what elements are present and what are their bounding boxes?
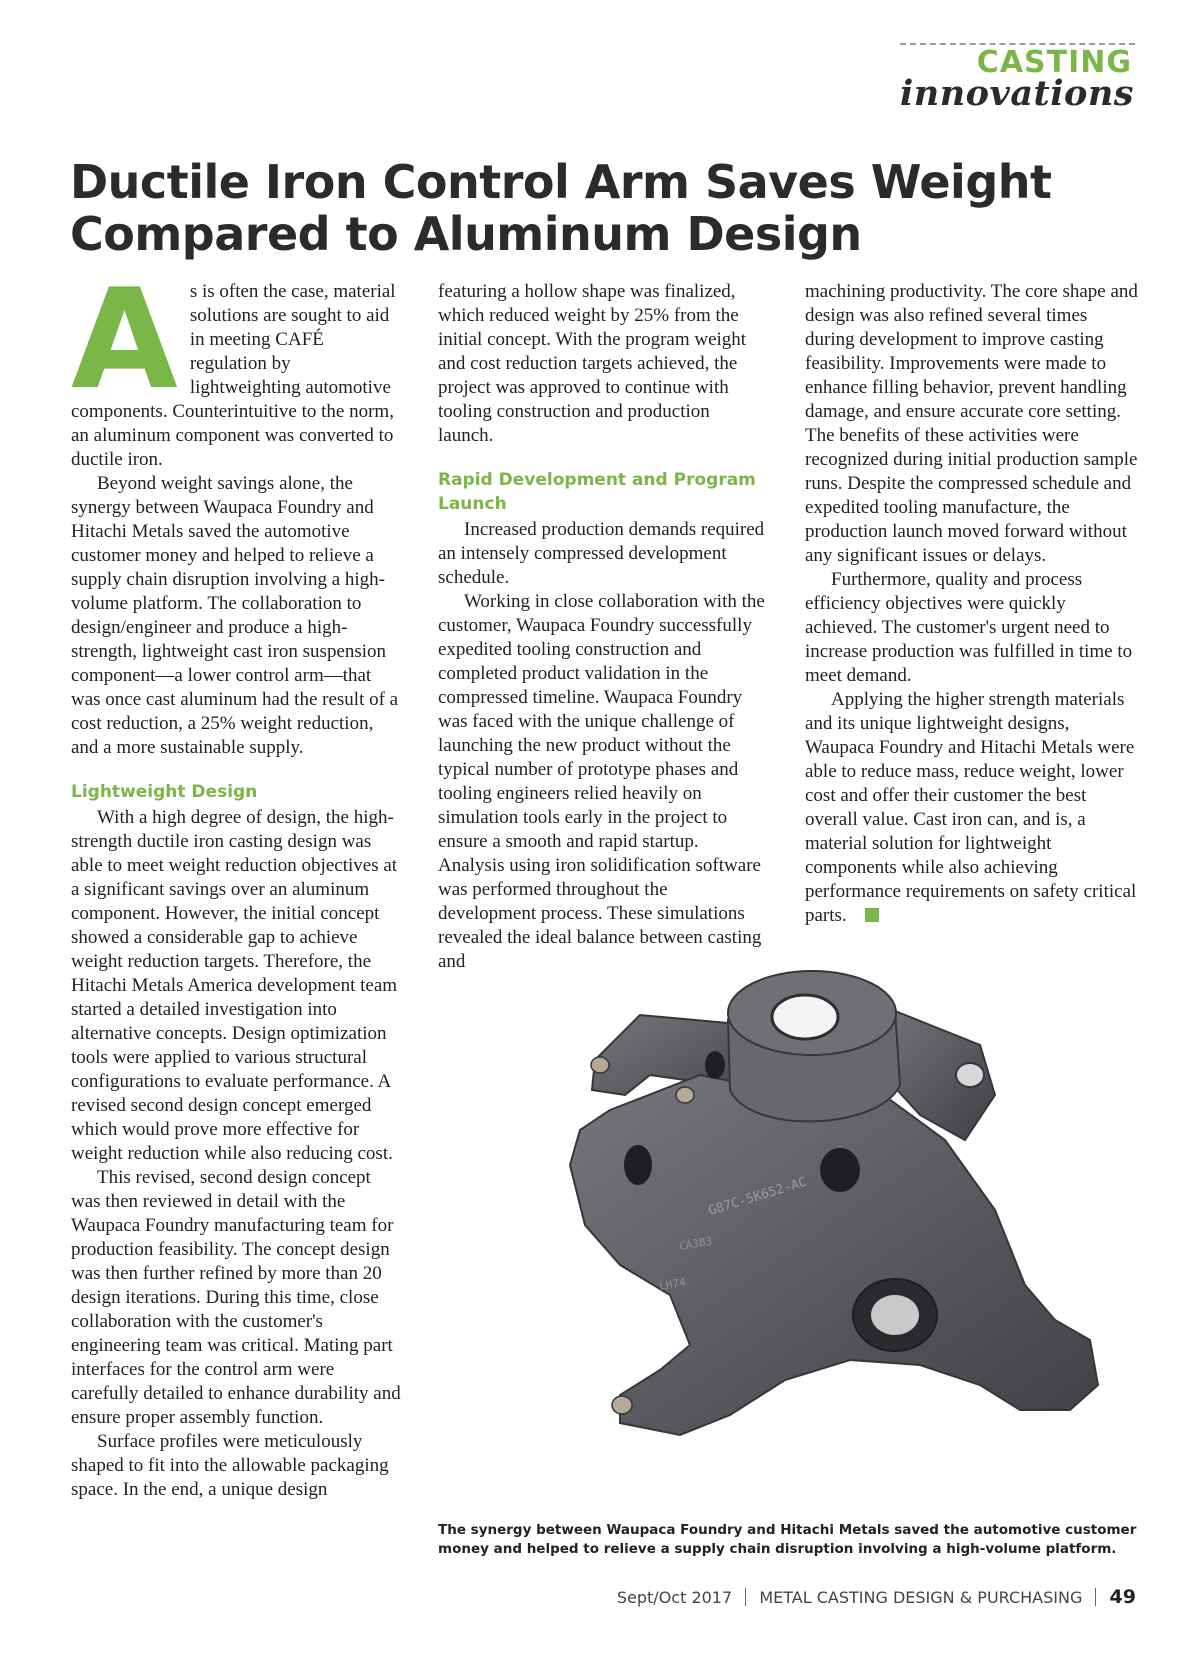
article-column-2 <box>438 280 768 974</box>
body-hole-left <box>624 1145 652 1185</box>
photo-caption: The synergy between Waupaca Foundry and Hitachi Metals saved the automotive customer money and helped to relieve a supply chain disruption involving a high-volume platform. <box>438 1522 1137 1557</box>
rear-bushing-inner <box>871 1295 919 1335</box>
paragraph: With a high degree of design, the high-strength ductile iron casting design was able to meet weight reduction objectives at a significant savings over an aluminum component. However, the initial concept showed a considerable gap to achieve weight reduction targets. Therefore, the Hitachi Metals America development team started a detailed investigation into alternative concepts. Design optimization tools were applied to various structural configurations to evaluate performance. A revised second design concept emerged which would prove more effective for weight reduction while also reducing cost. <box>71 807 398 1164</box>
article-column-3 <box>805 280 1140 928</box>
paragraph: This revised, second design concept was then reviewed in detail with the Waupaca Foundry manufacturing team for production feasibility. The concept design was then further refined by more than 20 design iterations. During this time, close collaboration with the customer's engineering team was critical. Mating part interfaces for the control arm were carefully detailed to enhance durability and ensure proper assembly function. <box>71 1167 401 1428</box>
drop-cap: A <box>71 259 178 420</box>
part-marking: LH74 <box>658 1275 687 1293</box>
paragraph: featuring a hollow shape was finalized, which reduced weight by 25% from the initial concept. With the program weight and cost reduction targets achieved, the project was approved to continue with tooling construction and production launch. <box>438 281 747 446</box>
paragraph <box>805 688 1140 928</box>
hub-center-bore <box>772 995 838 1039</box>
body-hole-right <box>820 1148 860 1192</box>
footer-separator <box>745 1588 746 1606</box>
paragraph: Beyond weight savings alone, the synergy between Waupaca Foundry and Hitachi Metals saved the automotive customer money and helped to relieve a supply chain disruption involving a high-volume platform. The collaboration to design/engineer and produce a high-strength, lightweight cast iron suspension component—a lower control arm—that was once cast aluminum had the result of a cost reduction, a 25% weight reduction, and a more sustainable supply. <box>71 473 399 758</box>
paragraph-text: Applying the higher strength materials and its unique lightweight designs, Waupaca Foundry and Hitachi Metals were able to reduce mass, reduce weight, lower cost and offer their customer the best overall value. Cast iron can, and is, a material solution for lightweight components while also achieving performance requirements on safety critical parts. <box>805 689 1137 926</box>
upper-right-bushing <box>956 1063 984 1087</box>
upper-left-bolt <box>591 1057 609 1073</box>
body-hole-upper <box>705 1051 725 1079</box>
end-of-article-mark <box>865 908 879 922</box>
footer-page-number: 49 <box>1109 1586 1136 1608</box>
article-column-1 <box>71 259 401 1502</box>
footer-issue: Sept/Oct 2017 <box>616 1588 733 1607</box>
control-arm-photo <box>550 965 1120 1505</box>
paragraph: Increased production demands required an intensely compressed development schedule. <box>438 519 765 588</box>
article-title: Ductile Iron Control Arm Saves Weight Compared to Aluminum Design <box>70 155 1052 261</box>
part-marking: CA3B3 <box>678 1234 714 1253</box>
page-footer <box>617 1586 1136 1608</box>
control-arm-illustration <box>550 965 1120 1505</box>
paragraph: s is often the case, material solutions are sought to aid in meeting CAFÉ regulation by lightweighting automotive components. Counterintuitive to the norm, an aluminum component was converted to ductile iron. <box>71 281 396 470</box>
paragraph: Working in close collaboration with the customer, Waupaca Foundry successfully expedited tooling construction and completed product validation in the compressed timeline. Waupaca Foundry was faced with the unique challenge of launching the new product without the typical number of prototype phases and tooling engineers relied heavily on simulation tools early in the project to ensure a smooth and rapid startup. Analysis using iron solidification software was performed throughout the development process. These simulations revealed the ideal balance between casting and <box>438 591 765 972</box>
section-label-innovations: innovations <box>899 73 1134 114</box>
mid-bolt <box>676 1087 694 1103</box>
section-heading-lightweight-design: Lightweight Design <box>71 782 258 802</box>
footer-separator <box>1095 1588 1096 1606</box>
section-label-casting: CASTING <box>976 45 1132 80</box>
main-body <box>570 1075 1098 1435</box>
paragraph: Surface profiles were meticulously shaped to fit into the allowable packaging space. In the end, a unique design <box>71 1431 389 1500</box>
paragraph: machining productivity. The core shape and design was also refined several times during development to improve casting feasibility. Improvements were made to enhance filling behavior, prevent handling damage, and ensure accurate core setting. The benefits of these activities were recognized during initial production sample runs. Despite the compressed schedule and expedited tooling manufacture, the production launch moved forward without any significant issues or delays. <box>805 281 1138 566</box>
left-lower-bolt <box>612 1396 632 1414</box>
section-heading-rapid-development: Rapid Development and Program Launch <box>438 470 756 514</box>
footer-publication: METAL CASTING DESIGN & PURCHASING <box>759 1588 1083 1607</box>
part-marking: G87C-5K652-AC <box>706 1174 809 1219</box>
paragraph: Furthermore, quality and process efficiency objectives were quickly achieved. The customer's urgent need to increase production was fulfilled in time to meet demand. <box>805 569 1133 686</box>
